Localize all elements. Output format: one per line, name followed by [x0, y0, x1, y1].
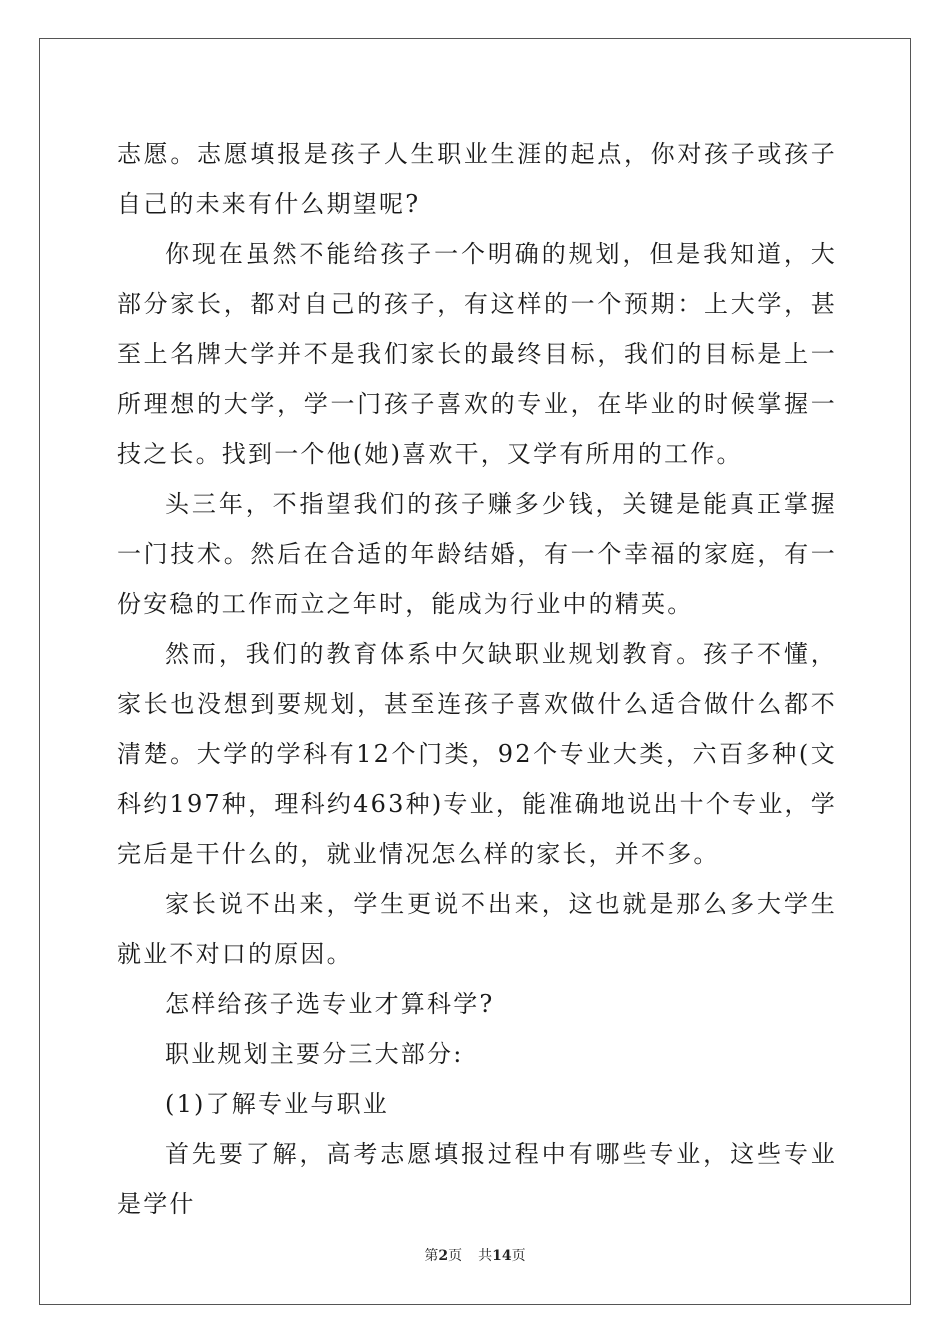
- paragraph-4: 然而，我们的教育体系中欠缺职业规划教育。孩子不懂，家长也没想到要规划，甚至连孩子喜欢做什么适合做什么都不清楚。大学的学科有12个门类，92个专业大类，六百多种(文科约197种，理科约463种)专业，能准确地说出十个专业，学完后是干什么的，就业情况怎么样的家长，并不多。: [117, 640, 837, 868]
- total-prefix: 共: [478, 1248, 493, 1264]
- total-suffix: 页: [511, 1248, 526, 1264]
- paragraph-8: (1)了解专业与职业: [165, 1090, 389, 1118]
- document-body: [117, 129, 837, 1229]
- total-pages: 14: [492, 1248, 512, 1264]
- paragraph-2: 你现在虽然不能给孩子一个明确的规划，但是我知道，大部分家长，都对自己的孩子，有这样的一个预期：上大学，甚至上名牌大学并不是我们家长的最终目标，我们的目标是上一所理想的大学，学一门孩子喜欢的专业，在毕业的时候掌握一技之长。找到一个他(她)喜欢干，又学有所用的工作。: [117, 240, 837, 468]
- paragraph-7: 职业规划主要分三大部分:: [165, 1040, 464, 1068]
- paragraph-5: 家长说不出来，学生更说不出来，这也就是那么多大学生就业不对口的原因。: [117, 890, 837, 968]
- paragraph-3: 头三年，不指望我们的孩子赚多少钱，关键是能真正掌握一门技术。然后在合适的年龄结婚，有一个幸福的家庭，有一份安稳的工作而立之年时，能成为行业中的精英。: [117, 490, 837, 618]
- page-footer: [0, 1246, 950, 1266]
- page-suffix: 页: [448, 1248, 463, 1264]
- page-number: 2: [438, 1248, 449, 1264]
- paragraph-1: 志愿。志愿填报是孩子人生职业生涯的起点，你对孩子或孩子自己的未来有什么期望呢?: [117, 140, 837, 218]
- page-prefix: 第: [424, 1248, 439, 1264]
- paragraph-9: 首先要了解，高考志愿填报过程中有哪些专业，这些专业是学什: [117, 1140, 837, 1218]
- paragraph-6: 怎样给孩子选专业才算科学?: [165, 990, 495, 1018]
